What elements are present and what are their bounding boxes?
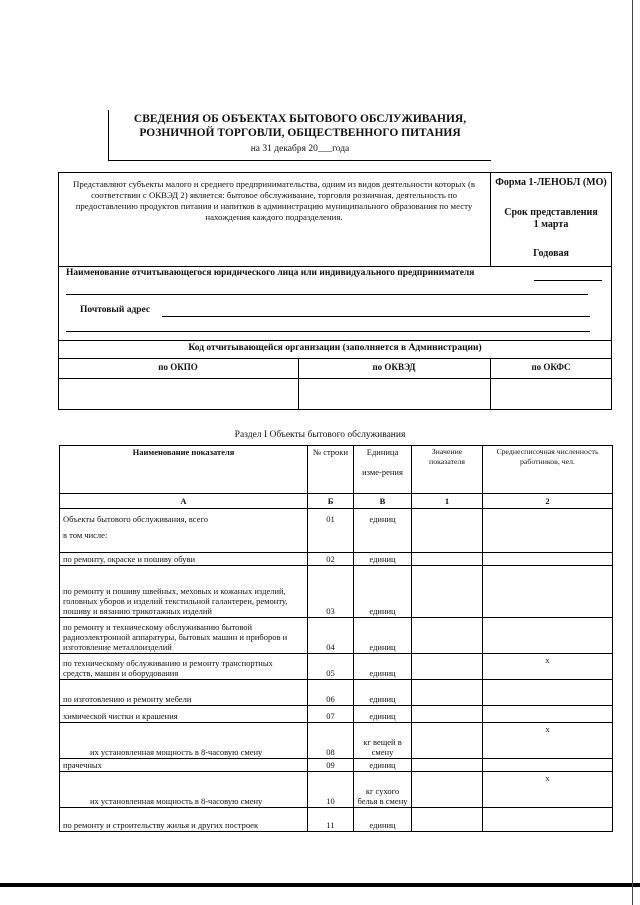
value-cell[interactable] bbox=[412, 618, 483, 654]
letter-1: 1 bbox=[412, 494, 483, 509]
letter-b: Б bbox=[308, 494, 354, 509]
page-right-edge bbox=[632, 0, 633, 905]
staff-cell[interactable]: х bbox=[483, 772, 613, 808]
address-input-line-1[interactable] bbox=[162, 316, 590, 317]
report-date: на 31 декабря 20___года bbox=[250, 144, 350, 154]
table-row: по ремонту, окраске и пошиву обуви 02 единиц bbox=[60, 553, 613, 566]
table-row: их установленная мощность в 8-часовую смену 10 кг сухого белья в смену х bbox=[60, 772, 613, 808]
value-cell[interactable] bbox=[412, 808, 483, 832]
letter-v: В bbox=[354, 494, 412, 509]
staff-cell[interactable]: х bbox=[483, 723, 613, 759]
col-name-header: Наименование показателя bbox=[60, 446, 308, 494]
org-name-input-line-2[interactable] bbox=[66, 294, 588, 295]
value-cell[interactable] bbox=[412, 759, 483, 772]
title-line-1: СВЕДЕНИЯ ОБ ОБЪЕКТАХ БЫТОВОГО ОБСЛУЖИВАНИЯ, bbox=[133, 113, 467, 125]
table-header-row bbox=[60, 446, 613, 494]
value-cell[interactable] bbox=[412, 772, 483, 808]
deadline-value: 1 марта bbox=[533, 219, 569, 230]
org-name-label: Наименование отчитывающегося юридического лица или индивидуального предпринимателя bbox=[66, 268, 475, 278]
objects-table bbox=[59, 445, 613, 832]
codes-header: Код отчитывающейся организации (заполняется в Администрации) bbox=[188, 343, 482, 353]
value-cell[interactable] bbox=[412, 509, 483, 553]
staff-cell[interactable] bbox=[483, 553, 613, 566]
code-okpo-label: по ОКПО bbox=[158, 362, 198, 372]
value-cell[interactable] bbox=[412, 680, 483, 706]
code-okpo-field[interactable] bbox=[59, 379, 297, 409]
staff-cell[interactable] bbox=[483, 680, 613, 706]
value-cell[interactable] bbox=[412, 553, 483, 566]
address-label: Почтовый адрес bbox=[80, 305, 151, 315]
table-row: по изготовлению и ремонту мебели 06 единиц bbox=[60, 680, 613, 706]
col-row-header: № строки bbox=[308, 446, 354, 494]
form-description: Представляют субъекты малого и среднего предпринимательства, одним из видов деятельности которых (в соответствии с ОКВЭД 2) является: бытовое обслуживание, торговля розничная, деятельность по предоставлению продуктов питания и напитков в администрацию муниципального образования по месту нахождения каждого подразделения. bbox=[72, 179, 476, 222]
letter-2: 2 bbox=[483, 494, 613, 509]
value-cell[interactable] bbox=[412, 706, 483, 723]
title-block bbox=[108, 110, 491, 161]
staff-cell[interactable] bbox=[483, 509, 613, 553]
table-row: по техническому обслуживанию и ремонту транспортных средств, машин и оборудования 05 единиц х bbox=[60, 654, 613, 680]
code-okved-field[interactable] bbox=[299, 379, 489, 409]
report-period: Годовая bbox=[533, 248, 569, 259]
table-row: их установленная мощность в 8-часовую смену 08 кг вещей в смену х bbox=[60, 723, 613, 759]
staff-cell[interactable] bbox=[483, 706, 613, 723]
code-okfs-label: по ОКФС bbox=[531, 362, 571, 372]
col-unit-header: Единица изме-рения bbox=[354, 446, 412, 494]
table-row: по ремонту и пошиву швейных, меховых и кожаных изделий, головных уборов и изделий текстильной галантереи, ремонту, пошиву и вязанию трикотажных изделий 03 единиц bbox=[60, 566, 613, 618]
table-row: прачечных 09 единиц bbox=[60, 759, 613, 772]
staff-cell[interactable] bbox=[483, 808, 613, 832]
address-input-line-2[interactable] bbox=[66, 331, 590, 332]
col-value-header: Значение показателя bbox=[412, 446, 483, 494]
form-name: Форма 1-ЛЕНОБЛ (МО) bbox=[495, 177, 607, 188]
col-staff-header: Среднесписочная численность работников, чел. bbox=[483, 446, 613, 494]
staff-cell[interactable] bbox=[483, 566, 613, 618]
code-okved-label: по ОКВЭД bbox=[372, 362, 416, 372]
org-name-input-line-1[interactable] bbox=[534, 280, 602, 281]
table-row: химической чистки и крашения 07 единиц bbox=[60, 706, 613, 723]
staff-cell[interactable] bbox=[483, 618, 613, 654]
letter-a: А bbox=[60, 494, 308, 509]
table-row: по ремонту и строительству жилья и других построек 11 единиц bbox=[60, 808, 613, 832]
deadline-label: Срок представления bbox=[504, 207, 598, 218]
value-cell[interactable] bbox=[412, 566, 483, 618]
table-row: Объекты бытового обслуживания, всего в том числе: 01 единиц bbox=[60, 509, 613, 553]
staff-cell[interactable] bbox=[483, 759, 613, 772]
title-line-2: РОЗНИЧНОЙ ТОРГОВЛИ, ОБЩЕСТВЕННОГО ПИТАНИЯ bbox=[139, 127, 461, 139]
value-cell[interactable] bbox=[412, 654, 483, 680]
staff-cell[interactable]: х bbox=[483, 654, 613, 680]
value-cell[interactable] bbox=[412, 723, 483, 759]
table-letters-row bbox=[60, 494, 613, 509]
section-title: Раздел I Объекты бытового обслуживания bbox=[234, 430, 406, 440]
page-bottom-border bbox=[0, 883, 640, 887]
table-row: по ремонту и техническому обслуживанию бытовой радиоэлектронной аппаратуры, бытовых машин и приборов и изготовление металлоизделий 04 единиц bbox=[60, 618, 613, 654]
code-okfs-field[interactable] bbox=[491, 379, 611, 409]
